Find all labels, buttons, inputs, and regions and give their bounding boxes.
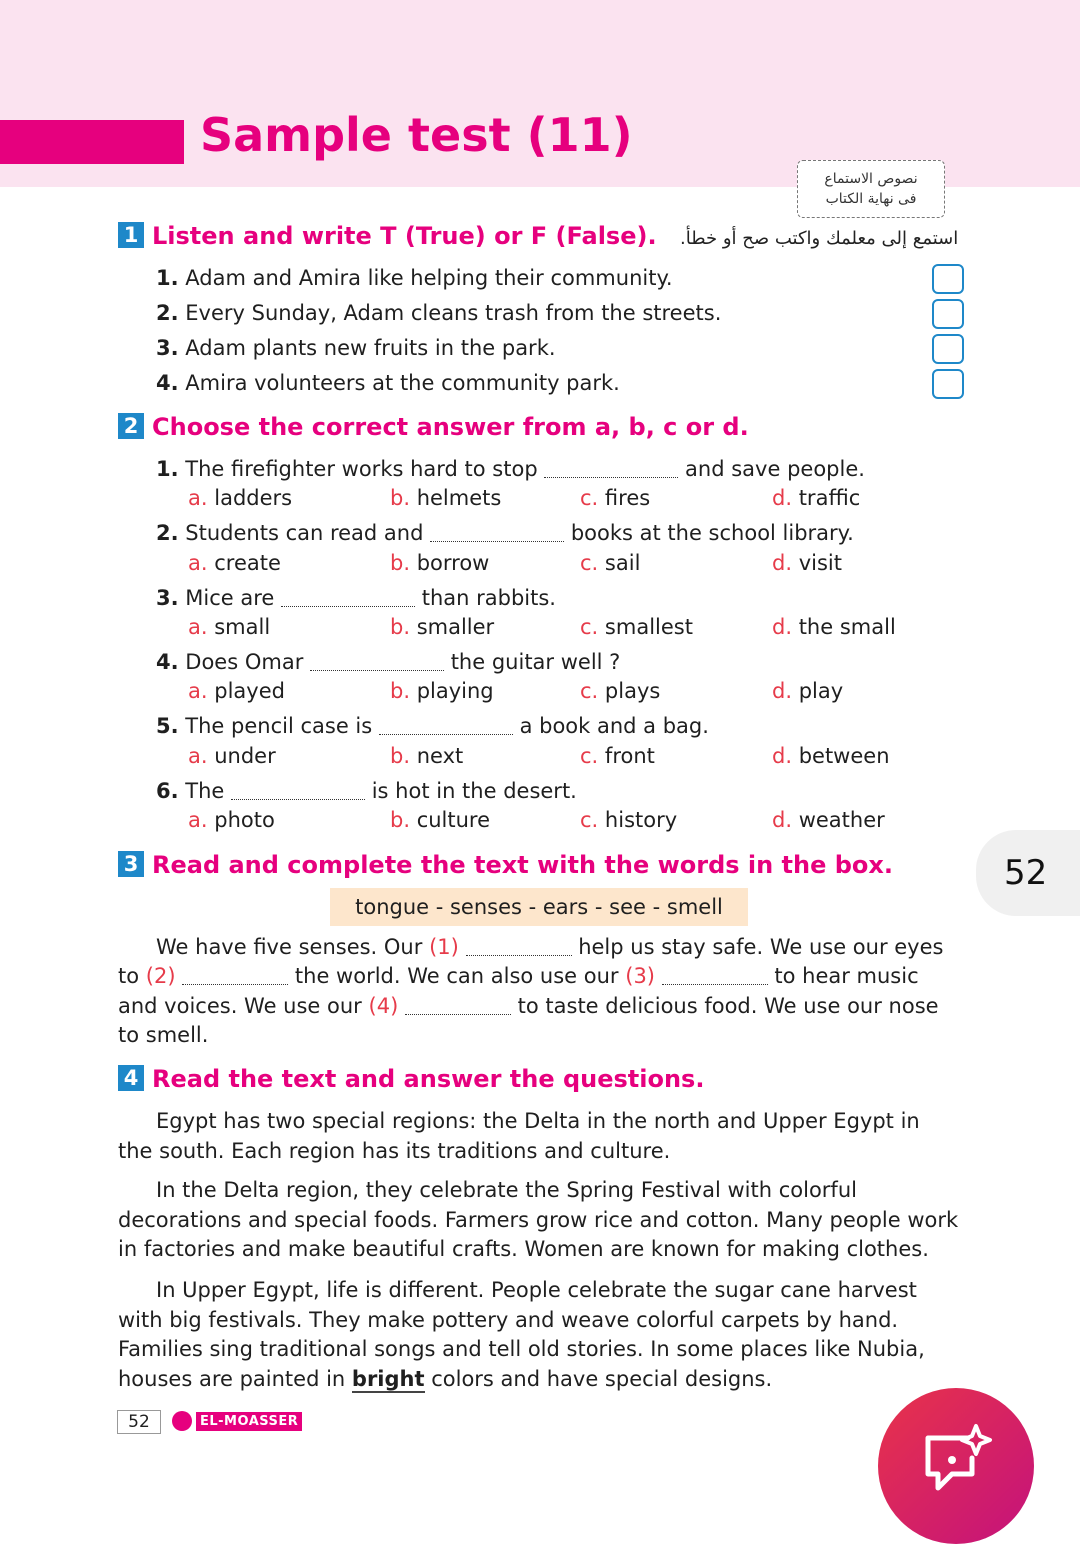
question-6: 6. The is hot in the desert. — [156, 779, 577, 803]
answer-blank[interactable] — [231, 785, 365, 800]
section1-heading — [118, 222, 657, 250]
option-d[interactable]: d. traffic — [772, 486, 861, 510]
option-d[interactable]: d. the small — [772, 615, 896, 639]
arabic-note-line2: فى نهاية الكتاب — [825, 191, 917, 207]
text-line: and voices. We use our (4) to taste delicious food. We use our nose — [118, 994, 939, 1018]
answer-blank[interactable] — [405, 1000, 511, 1015]
option-a[interactable]: a. small — [188, 615, 271, 639]
reading-paragraph-3: In Upper Egypt, life is different. People celebrate the sugar cane harvest with big festivals. They make pottery and weave colorful carpets by hand. Families sing traditional songs and tell old stories. In some places like Nubia, houses are painted in bright colors and have special designs. — [118, 1278, 925, 1391]
option-c[interactable]: c. sail — [580, 551, 641, 575]
answer-blank[interactable] — [379, 720, 513, 735]
answer-box[interactable] — [932, 334, 964, 364]
option-b[interactable]: b. next — [390, 744, 464, 768]
answer-blank[interactable] — [544, 463, 678, 478]
page-title: Sample test (11) — [200, 108, 633, 162]
question-2: 2. Students can read and books at the school library. — [156, 521, 854, 545]
option-c[interactable]: c. history — [580, 808, 678, 832]
feedback-button[interactable] — [878, 1388, 1034, 1544]
section-number-badge: 4 — [118, 1065, 144, 1091]
option-a[interactable]: a. played — [188, 679, 285, 703]
answer-blank[interactable] — [281, 592, 415, 607]
option-b[interactable]: b. playing — [390, 679, 494, 703]
publisher-logo — [172, 1410, 302, 1432]
option-b[interactable]: b. smaller — [390, 615, 495, 639]
text-line: We have five senses. Our (1) help us stay safe. We use our eyes — [156, 935, 944, 959]
option-d[interactable]: d. between — [772, 744, 890, 768]
option-a[interactable]: a. photo — [188, 808, 275, 832]
option-c[interactable]: c. smallest — [580, 615, 693, 639]
option-c[interactable]: c. front — [580, 744, 655, 768]
answer-blank[interactable] — [310, 656, 444, 671]
section3-heading — [118, 851, 893, 879]
section2-title: Choose the correct answer from a, b, c or d. — [152, 413, 749, 441]
word-box: tongue - senses - ears - see - smell — [330, 888, 748, 926]
option-d[interactable]: d. visit — [772, 551, 842, 575]
answer-blank[interactable] — [662, 970, 768, 985]
option-a[interactable]: a. ladders — [188, 486, 293, 510]
option-c[interactable]: c. fires — [580, 486, 651, 510]
option-a[interactable]: a. create — [188, 551, 281, 575]
logo-text: EL-MOASSER — [196, 1412, 302, 1431]
section-number-badge: 2 — [118, 413, 144, 439]
option-c[interactable]: c. plays — [580, 679, 661, 703]
section3-title: Read and complete the text with the words in the box. — [152, 851, 894, 879]
answer-blank[interactable] — [182, 970, 288, 985]
reading-paragraph-2: In the Delta region, they celebrate the Spring Festival with colorful decorations and special foods. Farmers grow rice and cotton. Many people work in factories and make beautiful crafts. Women are known for making clothes. — [118, 1178, 959, 1261]
question-1: 1. The firefighter works hard to stop and save people. — [156, 457, 865, 481]
answer-box[interactable] — [932, 299, 964, 329]
question-5: 5. The pencil case is a book and a bag. — [156, 714, 709, 738]
tf-item: 1. Adam and Amira like helping their community. — [156, 266, 673, 290]
section1-title: Listen and write T (True) or F (False). — [152, 222, 657, 250]
title-accent-bar — [0, 120, 184, 164]
section-number-badge: 1 — [118, 222, 144, 248]
arabic-instruction: استمع إلى معلمك واكتب صح أو خطأ. — [680, 228, 959, 249]
option-b[interactable]: b. helmets — [390, 486, 502, 510]
reading-paragraph-1: Egypt has two special regions: the Delta in the north and Upper Egypt in the south. Each region has its traditions and culture. — [118, 1109, 920, 1163]
section2-heading — [118, 413, 749, 441]
section-number-badge: 3 — [118, 851, 144, 877]
answer-blank[interactable] — [430, 527, 564, 542]
tf-item: 4. Amira volunteers at the community park. — [156, 371, 620, 395]
tf-item: 3. Adam plants new fruits in the park. — [156, 336, 556, 360]
text-line: to smell. — [118, 1023, 209, 1047]
underlined-word: bright — [351, 1366, 425, 1391]
tf-item: 2. Every Sunday, Adam cleans trash from the streets. — [156, 301, 722, 325]
option-b[interactable]: b. borrow — [390, 551, 490, 575]
arabic-note-line1: نصوص الاستماع — [824, 171, 918, 187]
chat-sparkle-icon — [878, 1388, 1034, 1544]
option-d[interactable]: d. weather — [772, 808, 885, 832]
text-line: to (2) the world. We can also use our (3) to hear music — [118, 964, 919, 988]
section4-heading — [118, 1065, 704, 1093]
footer-page-number: 52 — [117, 1410, 161, 1434]
answer-box[interactable] — [932, 264, 964, 294]
question-4: 4. Does Omar the guitar well ? — [156, 650, 621, 674]
side-page-number: 52 — [976, 830, 1080, 916]
question-3: 3. Mice are than rabbits. — [156, 586, 556, 610]
option-b[interactable]: b. culture — [390, 808, 491, 832]
option-d[interactable]: d. play — [772, 679, 844, 703]
option-a[interactable]: a. under — [188, 744, 276, 768]
section4-title: Read the text and answer the questions. — [152, 1065, 705, 1093]
answer-blank[interactable] — [466, 941, 572, 956]
answer-box[interactable] — [932, 369, 964, 399]
logo-mark-icon — [172, 1411, 192, 1431]
listening-texts-note — [797, 160, 945, 218]
